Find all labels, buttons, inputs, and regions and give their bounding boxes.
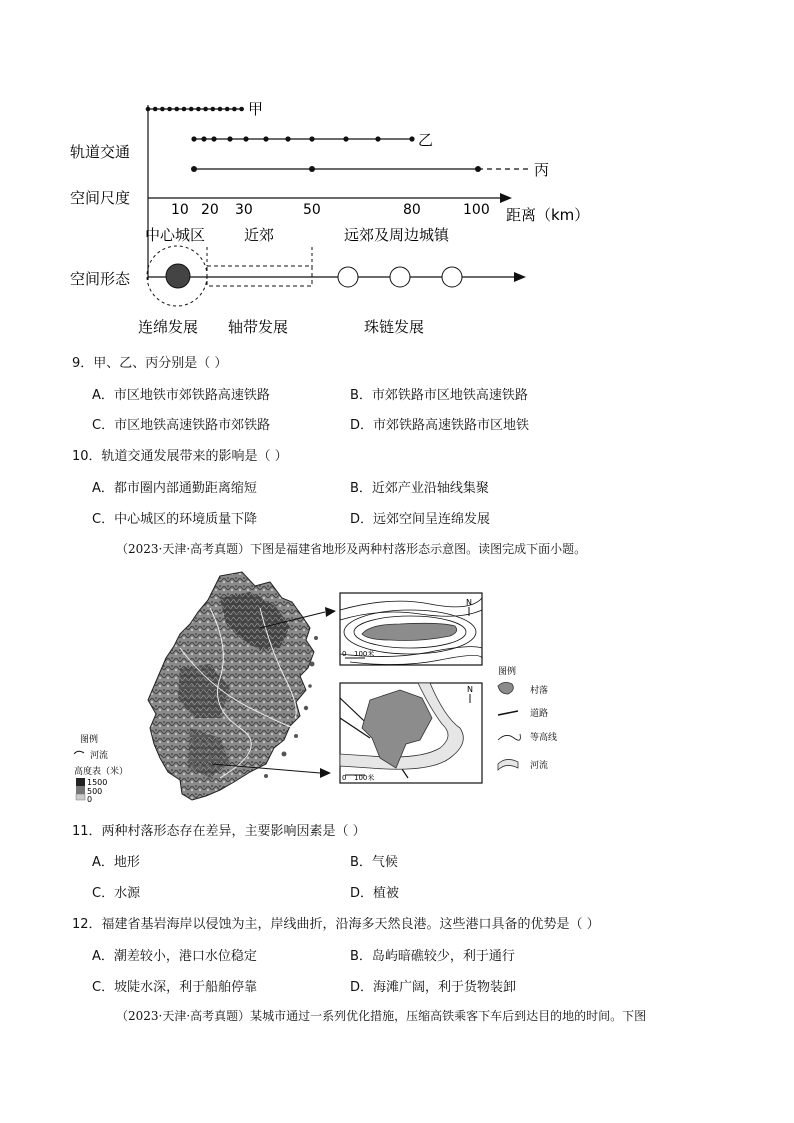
tick-10: 10 [171,202,189,218]
inset-mountain-village [340,593,482,665]
station-dot [243,136,248,141]
q9-stem: 9．甲、乙、丙分别是（ ） [72,356,228,371]
height-0: 0 [87,795,93,804]
scale-label-lower: 100米 [354,774,375,782]
zone-central: 中心城区 [145,226,206,244]
station-dot [227,136,232,141]
left-legend-title: 图例 [80,735,99,745]
q11-option-d[interactable]: D．植被 [350,886,400,901]
station-dot [239,107,244,112]
station-dot [191,136,196,141]
station-dot [196,107,201,112]
q10-stem: 10．轨道交通发展带来的影响是（ ） [72,449,288,464]
line-label-bing: 丙 [534,161,550,179]
scale-label-upper: 100米 [354,650,375,658]
q11-option-c[interactable]: C．水源 [92,886,141,901]
north-arrow-upper: N [466,598,472,607]
q10-option-a[interactable]: A．都市圈内部通勤距离缩短 [92,481,257,496]
form-axial: 轴带发展 [228,318,289,336]
station-dot [189,107,194,112]
legend-contour: 等高线 [530,733,558,743]
station-dot [409,136,414,141]
station-dot [211,136,216,141]
zone-near-suburb: 近郊 [244,226,275,244]
q11-stem: 11．两种村落形态存在差异，主要影响因素是（ ） [72,824,366,839]
inset-plain-village [340,683,482,783]
distance-axis-label: 距离（km） [506,206,590,224]
q11-option-a[interactable]: A．地形 [92,855,140,870]
north-arrow-lower: N [467,685,473,694]
station-dot [203,107,208,112]
station-dot [218,107,223,112]
q12-option-b[interactable]: B．岛屿暗礁较少，利于通行 [350,949,515,964]
scale-zero-lower: 0 [342,774,347,782]
q10-option-c[interactable]: C．中心城区的环境质量下降 [92,512,258,527]
station-dot [375,136,380,141]
station-dot [232,107,237,112]
q10-option-b[interactable]: B．近郊产业沿轴线集聚 [350,481,489,496]
legend-village: 村落 [530,686,549,696]
form-continuous: 连绵发展 [138,318,199,336]
section-intro-fujian: （2023·天津·高考真题）下图是福建省地形及两种村落形态示意图。读图完成下面小题。 [116,542,587,556]
q9-option-c[interactable]: C．市区地铁高速铁路市郊铁路 [92,418,271,433]
section-intro-highspeed: （2023·天津·高考真题）某城市通过一系列优化措施，压缩高铁乘客下车后到达目的地的时间。下图 [116,1009,647,1023]
tick-80: 80 [403,202,421,218]
station-dot [175,107,180,112]
legend-road: 道路 [530,709,549,719]
legend-river: 河流 [530,761,549,771]
rail-transit-diagram [0,90,794,350]
station-dot [201,136,206,141]
station-dot [343,136,348,141]
station-dot [160,107,165,112]
q12-option-c[interactable]: C．坡陡水深，利于船舶停靠 [92,980,258,995]
tick-100: 100 [463,202,490,218]
station-dot [225,107,230,112]
scale-zero-upper: 0 [342,650,347,658]
q11-option-b[interactable]: B．气候 [350,855,398,870]
line-label-jia: 甲 [248,100,264,118]
tick-20: 20 [201,202,219,218]
station-dot [182,107,187,112]
q9-option-d[interactable]: D．市郊铁路高速铁路市区地铁 [350,418,530,433]
q9-option-a[interactable]: A．市区地铁市郊铁路高速铁路 [92,388,270,403]
tick-50: 50 [303,202,321,218]
station-dot [211,107,216,112]
q10-option-d[interactable]: D．远郊空间呈连绵发展 [350,512,491,527]
station-dot [167,107,172,112]
height-1500: 1500 [87,778,108,787]
q9-option-b[interactable]: B．市郊铁路市区地铁高速铁路 [350,388,528,403]
station-dot [309,136,314,141]
fujian-map-figure [70,568,570,813]
left-legend-river: 河流 [90,751,109,761]
height-500: 500 [87,787,103,796]
q12-option-d[interactable]: D．海滩广阔，利于货物装卸 [350,980,517,995]
row-label-form: 空间形态 [70,270,131,288]
height-scale-title: 高度表（米） [74,767,129,777]
line-label-yi: 乙 [418,131,434,149]
station-dot [285,136,290,141]
tick-30: 30 [235,202,253,218]
station-dot [263,136,268,141]
form-beads: 珠链发展 [364,318,425,336]
q12-stem: 12．福建省基岩海岸以侵蚀为主，岸线曲折，沿海多天然良港。这些港口具备的优势是（ ） [72,917,600,932]
q12-option-a[interactable]: A．潮差较小，港口水位稳定 [92,949,257,964]
station-dot [153,107,158,112]
zone-outer: 远郊及周边城镇 [344,226,450,244]
right-legend-title: 图例 [498,667,517,677]
row-label-scale: 空间尺度 [70,189,131,207]
row-label-rail: 轨道交通 [70,143,131,161]
station-dot [146,107,151,112]
